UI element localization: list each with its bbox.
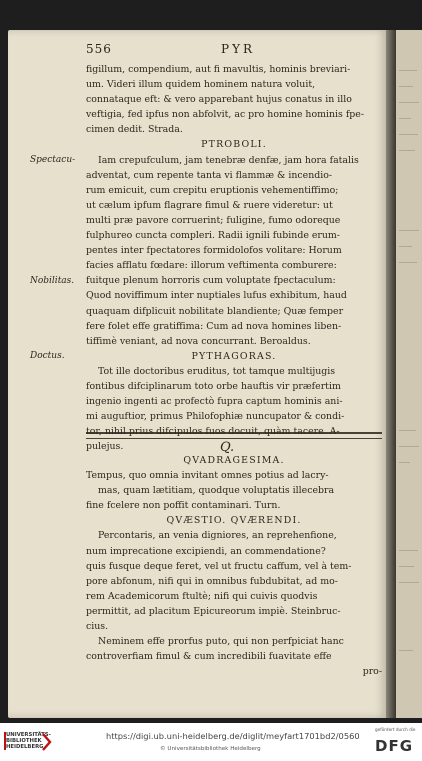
text-line: tor, nihil prius difcipulos fuos docuit, quàm tacere. A- [86,426,340,438]
running-head [86,42,376,60]
page-text [86,62,382,454]
catchword: pro- [362,666,382,678]
text-line: permittit, ad placitum Epicureorum impiè. Steinbruc- [86,605,341,617]
text-line: fine fcelere non poffit contaminari. Turn. [86,500,281,512]
page-text-lower [86,453,382,679]
text-line: mi auguftior, primus Philofophiæ nuncupator & condi- [86,411,345,423]
margin-label-spectaculi: Spectacu- [30,155,76,165]
text-line: Tot ille doctoribus eruditus, tot tamque multijugis [98,365,336,377]
text-line: cius. [86,621,109,633]
text-line: multi præ pavore corruerint; fuligine, fumo odoreque [86,214,341,226]
text-line: figillum, compendium, aut fi mavultis, hominis breviari- [86,64,351,75]
heading-ptroboli: PTROBOLI. [201,139,267,151]
copyright-note: © Universitätsbibliothek Heidelberg [160,746,261,752]
text-line: pulejus. [86,441,124,453]
permalink-url[interactable]: https://digi.ub.uni-heidelberg.de/diglit/meyfart1701bd2/0560 [106,731,360,741]
section-divider [86,432,382,439]
text-line: fontibus difciplinarum toto orbe hauftis vir præfertim [86,380,341,392]
text-line: facies afflatu fœdare: illorum veftimenta comburere: [86,260,337,272]
text-line: fere folet effe gratiffima: Cum ad nova homines liben- [86,320,342,332]
text-line: ut cælum ipfum flagrare fimul & ruere videretur: ut [86,199,333,211]
margin-label-nobilitas: Nobilitas. [30,276,75,286]
viewer-footer [0,723,422,761]
heading-quaestio: QVÆSTIO. QVÆRENDI. [166,515,302,527]
text-line: fulphureo cuncta compleri. Radii ignili fubinde erum- [86,230,340,242]
page-number: 556 [86,42,112,56]
text-line: quis fusque deque feret, vel ut fructu caffum, vel à tem- [86,560,352,572]
text-line: veftigia, fed ipfus non abfolvit, ac pro homine hominis fpe- [86,109,364,121]
letter-mark: Q. [220,440,235,455]
text-line: um. Videri illum quidem hominem natura voluit, [86,79,316,91]
text-line: controverfiam fimul & cum incredibili fuavitate effe [86,651,332,663]
text-line: tiffimè veniant, ad nova concurrant. Beroaldus. [86,335,311,347]
library-logo[interactable] [6,732,51,750]
margin-label-doctus: Doctus. [30,351,65,361]
dfg-logo[interactable]: DFG [375,737,414,755]
text-line: Percontaris, an venia digniores, an reprehenfione, [98,530,337,542]
text-line: quaquam difplicuit nobilitate blandiente; Quæ femper [86,305,344,317]
text-line: Neminem effe prorfus puto, qui non perfpiciat hanc [98,636,344,648]
book-gutter [386,30,396,718]
text-line: mas, quam lætitiam, quodque voluptatis illecebra [98,485,335,497]
text-line: adventat, cum repente tanta vi flammæ & incendio- [86,169,333,181]
text-line: ingenio ingenti ac profectò fupra captum hominis ani- [86,396,343,408]
heading-quadragesima: QVADRAGESIMA. [183,455,285,466]
text-line: cimen dedit. Strada. [86,124,183,136]
ub-arrow-logo-icon [42,732,52,752]
text-line: pore abfonum, nifi qui in omnibus fubdubitat, ad mo- [86,575,338,587]
text-line: num imprecatione excipiendi, an commendatione? [86,545,326,557]
heading-pythagoras: PYTHAGORAS. [191,350,277,362]
running-title: PYR [221,42,256,56]
text-line: Quod noviffimum inter nuptiales lufus exhibitum, haud [86,290,347,302]
text-line: rum emicuit, cum crepitu eruptionis vehementiffimo; [86,184,339,196]
text-line: fuitque plenum horroris cum voluptate fpectaculum: [86,275,336,287]
text-line: pentes inter fpectatores formidolofos volitare: Horum [86,245,342,257]
text-line: connataque eft: & vero apparebant hujus conatus in illo [86,94,352,106]
facing-page-edge [396,30,422,718]
text-line: Tempus, quo omnia invitant omnes potius ad lacry- [86,470,329,482]
text-line: Iam crepufculum, jam tenebræ denfæ, jam hora fatalis [98,154,359,166]
funder-caption: gefördert durch die [375,727,416,732]
text-line: rem Academicorum ftultè; nifi qui cuivis quodvis [86,590,318,602]
library-name: UNIVERSITÄTS-BIBLIOTHEK HEIDELBERG [6,732,51,750]
